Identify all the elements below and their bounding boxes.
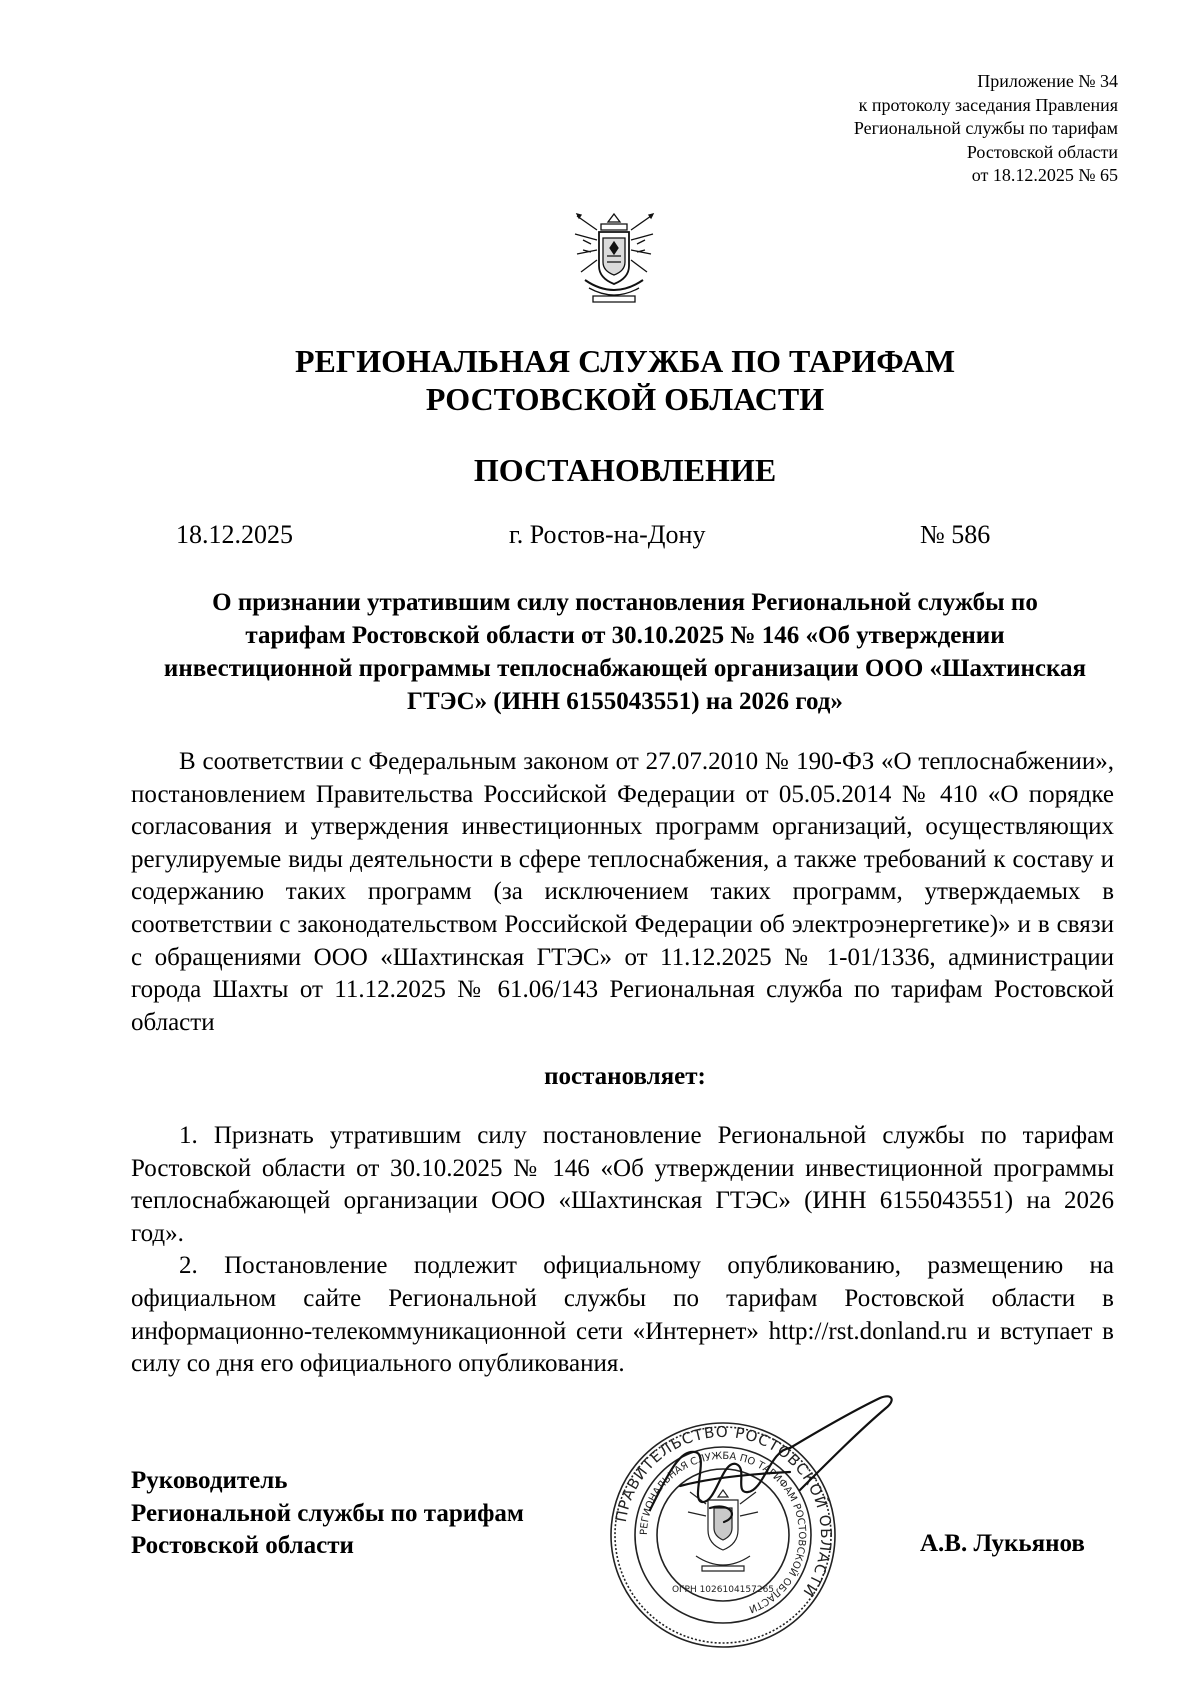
agency-line: РЕГИОНАЛЬНАЯ СЛУЖБА ПО ТАРИФАМ — [294, 343, 956, 379]
appendix-block — [658, 70, 1118, 188]
appendix-line: Региональной службы по тарифам — [853, 118, 1118, 138]
appendix-line: Приложение № 34 — [977, 71, 1118, 91]
document-city: г. Ростов-на-Дону — [509, 520, 706, 549]
agency-name — [0, 342, 1200, 418]
appendix-line: Ростовской области — [966, 141, 1118, 162]
resolution-item: 1. Признать утратившим силу постановление Региональной службы по тарифам Ростовской области от 30.10.2025 № 146 «Об утверждении инвестиционной программы теплоснабжающей организации ООО «Шахтинская ГТЭС» (ИНН 6155043551) на 2026 год». — [131, 1122, 1114, 1247]
seal-ogrn-text: ОГРН 1026104157265 — [671, 1585, 775, 1595]
resolves-heading: постановляет: — [544, 1063, 706, 1090]
coat-of-arms-icon — [571, 210, 657, 310]
signer-title-line: Ростовской области — [131, 1532, 354, 1559]
appendix-line: к протоколу заседания Правления — [858, 94, 1118, 115]
document-date: 18.12.2025 — [176, 520, 293, 549]
seal-outer-text: ПРАВИТЕЛЬСТВО РОСТОВСКОЙ ОБЛАСТИ — [611, 1422, 836, 1601]
preamble-paragraph: В соответствии с Федеральным законом от 27.07.2010 № 190-ФЗ «О теплоснабжении», постановлением Правительства Российской Федерации от 05.05.2014 № 410 «О порядке согласования и утверждения инвестиционных программ организаций, осуществляющих регулируемые виды деятельности в сфере теплоснабжения, а также требований к составу и содержанию таких программ (за исключением таких программ, утверждаемых в соответствии с законодательством Российской Федерации об электроэнергетике)» и в связи с обращениями ООО «Шахтинская ГТЭС» от 11.12.2025 № 1-01/1336, администрации города Шахты от 11.12.2025 № 61.06/143 Региональная служба по тарифам Ростовской области — [131, 748, 1114, 1036]
signer-name: А.В. Лукьянов — [920, 1530, 1085, 1557]
document-type: ПОСТАНОВЛЕНИЕ — [473, 452, 777, 488]
resolution-item: 2. Постановление подлежит официальному опубликованию, размещению на официальном сайте Региональной службы по тарифам Ростовской области в информационно-телекоммуникационной сети «Интернет» http://rst.donland.ru и вступает в силу со дня его официального опубликования. — [131, 1252, 1114, 1378]
agency-line: РОСТОВСКОЙ ОБЛАСТИ — [425, 381, 825, 417]
resolution-items — [131, 1120, 1114, 1381]
signer-title-line: Региональной службы по тарифам — [131, 1499, 524, 1527]
handwritten-signature — [640, 1390, 900, 1560]
document-number: № 586 — [920, 520, 991, 549]
signer-title-line: Руководитель — [131, 1467, 288, 1494]
appendix-line: от 18.12.2025 № 65 — [971, 165, 1118, 185]
signer-title — [131, 1465, 524, 1563]
seal-inner-text: РЕГИОНАЛЬНАЯ СЛУЖБА ПО ТАРИФАМ РОСТОВСКОЙ ОБЛАСТИ — [638, 1450, 808, 1615]
document-subject: О признании утратившим силу постановления Региональной службы по тарифам Ростовской области от 30.10.2025 № 146 «Об утверждении инвестиционной программы теплоснабжающей организации ООО «Шахтинская ГТЭС» (ИНН 6155043551) на 2026 год» — [163, 589, 1087, 715]
